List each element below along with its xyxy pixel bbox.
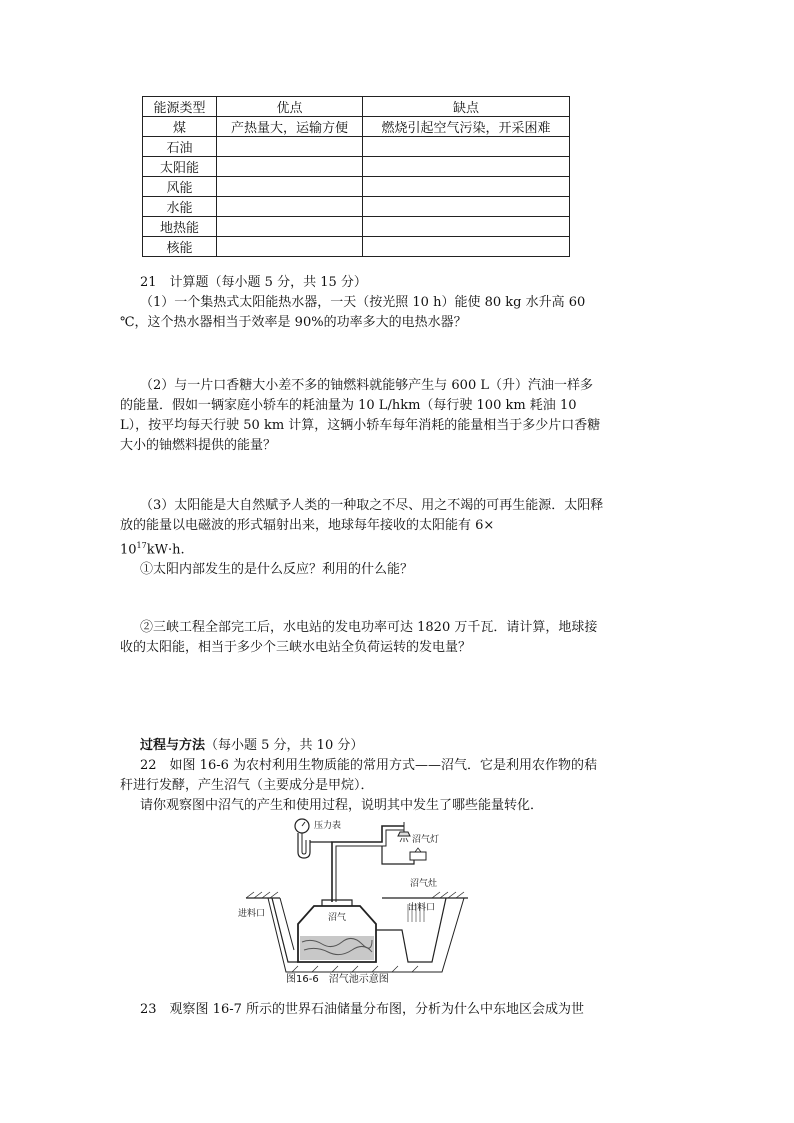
table-cell: 水能 [143,197,217,217]
question-21-part-1: （1）一个集热式太阳能热水器，一天（按光照 10 h）能使 80 kg 水升高 60 ℃，这个热水器相当于效率是 90%的功率多大的电热水器？ [120,295,586,330]
question-23-block [120,1000,604,1020]
header-cell: 缺点 [363,97,570,117]
table-row [143,237,570,257]
table-cell [217,197,363,217]
power-unit: kW·h. [146,542,185,558]
table-cell: 地热能 [143,217,217,237]
table-cell: 风能 [143,177,217,197]
table-cell [217,237,363,257]
biogas-stove-label: 沼气灶 [410,879,438,889]
question-21-part-3-sub-1: ①太阳内部发生的是什么反应？利用的什么能？ [140,562,414,578]
question-22-block [120,736,604,816]
section-heading [120,736,604,756]
header-cell: 能源类型 [143,97,217,117]
table-cell [217,137,363,157]
table-row [143,137,570,157]
question-21-part-3-value [120,536,604,560]
table-cell [217,177,363,197]
header-cell: 优点 [217,97,363,117]
question-22-part-1: 22 如图 16-6 为农村利用生物质能的常用方式——沼气．它是利用农作物的秸秆进行发酵，产生沼气（主要成分是甲烷）． [120,758,598,793]
biogas-diagram [232,812,482,990]
biogas-lamp-icon [398,822,410,836]
table-cell [363,177,570,197]
pressure-gauge-label: 压力表 [314,821,342,831]
table-row [143,177,570,197]
table-cell [363,197,570,217]
question-22-part-2: 请你观察图中沼气的产生和使用过程，说明其中发生了哪些能量转化． [140,798,544,813]
table-cell: 太阳能 [143,157,217,177]
figure-caption: 图16-6 沼气池示意图 [286,974,389,985]
table-cell [363,217,570,237]
question-23: 23 观察图 16-7 所示的世界石油储量分布图，分析为什么中东地区会成为世 [140,1002,585,1017]
table-cell: 煤 [143,117,217,137]
table-cell [363,237,570,257]
power-exponent: 17 [136,541,147,550]
gas-label: 沼气 [328,913,347,923]
table-cell [217,157,363,177]
question-21-part-3-sub-2: ②三峡工程全部完工后，水电站的发电功率可达 1820 万千瓦．请计算，地球接收的太阳能，相当于多少个三峡水电站全负荷运转的发电量？ [120,620,598,655]
table-row [143,157,570,177]
inlet-label: 进料口 [238,909,266,919]
table-cell [363,137,570,157]
section-heading-note: （每小题 5 分，共 10 分） [205,738,364,753]
question-21-part-2-block [120,376,604,456]
energy-table [142,96,570,257]
question-21-part-3-sub-2-block [120,618,604,658]
table-cell: 核能 [143,237,217,257]
biogas-stove-icon [410,852,426,860]
biogas-diagram-drawing [232,812,482,990]
table-row [143,197,570,217]
table-cell: 石油 [143,137,217,157]
outlet-label: 出料口 [408,903,436,913]
question-21 [120,273,604,333]
table-row [143,217,570,237]
table-cell [363,157,570,177]
table-cell: 燃烧引起空气污染，开采困难 [363,117,570,137]
question-21-title: 21 计算题（每小题 5 分，共 15 分） [140,275,367,290]
question-21-part-2: （2）与一片口香糖大小差不多的铀燃料就能够产生与 600 L（升）汽油一样多的能量．假如一辆家庭小轿车的耗油量为 10 L/hkm（每行驶 100 km 耗油 10 L），按平均每天行驶 50 km 计算，这辆小轿车每年消耗的能量相当于多少片口香糖大小的铀燃料提供的能量？ [120,378,601,453]
table-cell [217,217,363,237]
power-base: 10 [120,542,137,558]
biogas-lamp-label: 沼气灯 [412,835,440,845]
table-cell: 产热量大，运输方便 [217,117,363,137]
table-row [143,117,570,137]
table-header-row [143,97,570,117]
section-heading-title: 过程与方法 [140,738,206,753]
question-21-part-3-block [120,496,604,580]
question-21-part-3: （3）太阳能是大自然赋予人类的一种取之不尽、用之不竭的可再生能源．太阳释放的能量以电磁波的形式辐射出来，地球每年接收的太阳能有 6× [120,498,604,533]
